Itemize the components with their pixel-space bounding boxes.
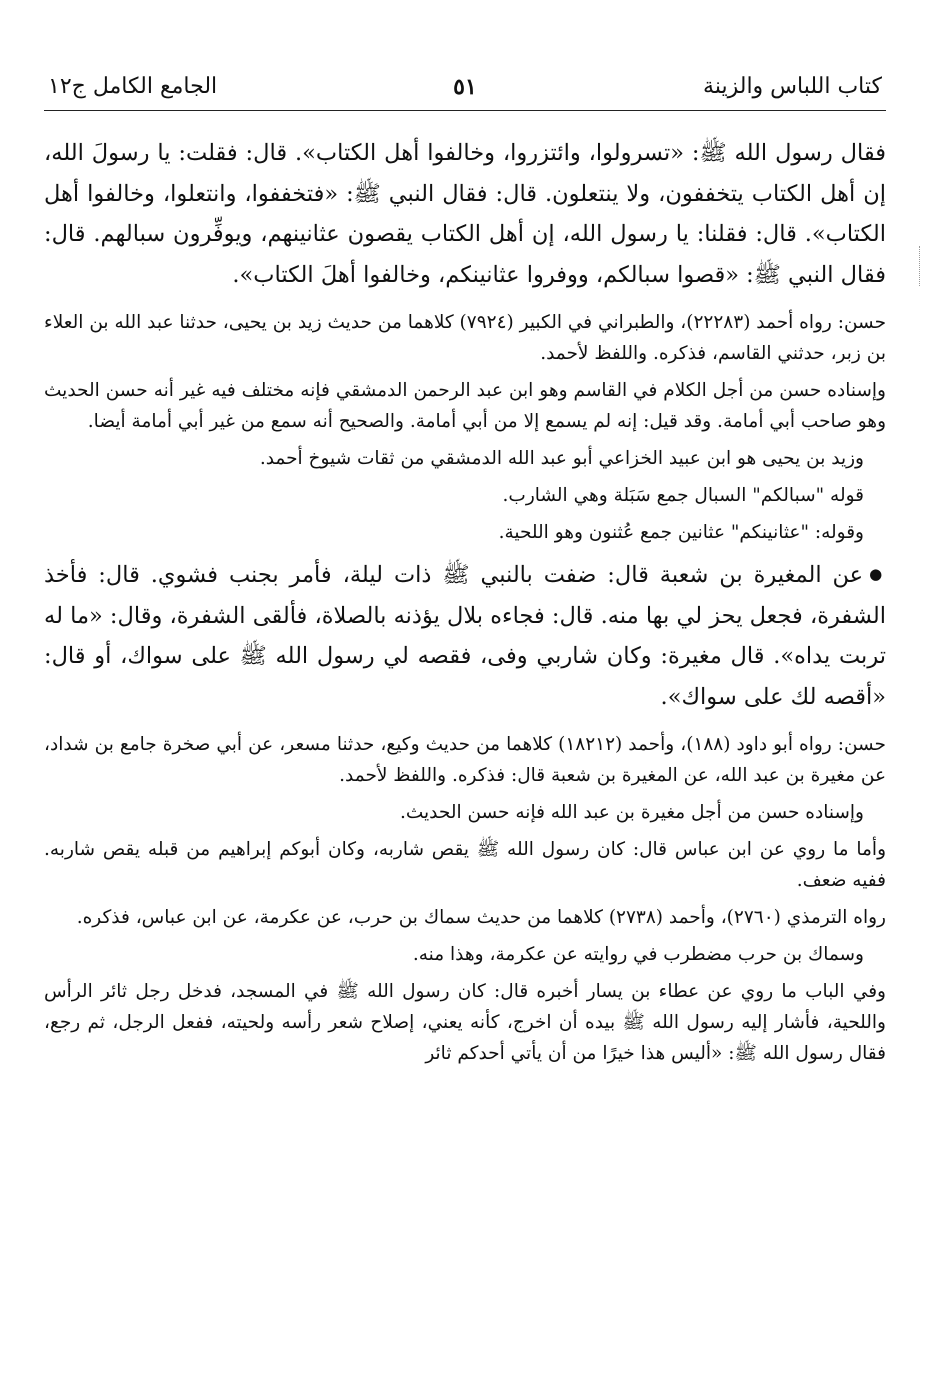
word-explanation: وقوله: "عثانينكم" عثانين جمع عُثنون وهو اللحية. <box>498 522 864 543</box>
chapter-note: وفي الباب ما روي عن عطاء بن يسار أخبره قال: كان رسول الله ﷺ في المسجد، فدخل رجل ثائر الرأس واللحية، فأشار إليه رسول الله ﷺ بيده أن اخرج، كأنه يعني، إصلاح شعر رأسه ولحيته، ففعل الرجل، ثم رجع، فقال رسول الله ﷺ: «أليس هذا خيرًا من أن يأتي أحدكم ثائر <box>44 981 886 1064</box>
hadith-text: فقال رسول الله ﷺ: «تسرولوا، وائتزروا، وخالفوا أهل الكتاب». قال: فقلت: يا رسولَ الله، إن أهل الكتاب يتخففون، ولا ينتعلون. قال: فقال النبي ﷺ: «فتخففوا، وانتعلوا، وخالفوا أهل الكتاب». قال: فقلنا: يا رسول الله، إن أهل الكتاب يقصون عثانينهم، ويوفِّرون سبالهم. قال: فقال النبي ﷺ: «قصوا سبالكم، ووفروا عثانينكم، وخالفوا أهلَ الكتاب». <box>44 140 886 288</box>
page-body <box>44 133 886 1069</box>
isnad-note: وإسناده حسن من أجل الكلام في القاسم وهو ابن عبد الرحمن الدمشقي فإنه مختلف فيه غير أنه حسن الحديث وهو صاحب أبي أمامة. وقد قيل: إنه لم يسمع إلا من أبي أمامة. والصحيح أنه سمع من غير أبي أمامة أيضا. <box>44 380 886 432</box>
hadith-text: ● عن المغيرة بن شعبة قال: ضفت بالنبي ﷺ ذات ليلة، فأمر بجنب فشوي. قال: فأخذ الشفرة، فجعل يحز لي بها منه. قال: فجاءه بلال يؤذنه بالصلاة، فألقى الشفرة، وقال: «ما له تربت يداه». قال مغيرة: وكان شاربي وفى، فقصه لي رسول الله ﷺ على سواك، أو قال: «أقصه لك على سواك». <box>44 554 886 717</box>
narrator-note: وزيد بن يحيى هو ابن عبيد الخزاعي أبو عبد الله الدمشقي من ثقات شيوخ أحمد. <box>259 448 864 469</box>
takhrij-note: حسن: رواه أحمد (٢٢٢٨٣)، والطبراني في الكبير (٧٩٢٤) كلاهما من حديث زيد بن يحيى، حدثنا عبد الله بن العلاء بن زبر، حدثني القاسم، فذكره. واللفظ لأحمد. <box>44 312 886 364</box>
volume-title: الجامع الكامل ج١٢ <box>48 74 218 99</box>
page-number: ٥١ <box>453 74 477 100</box>
running-header <box>44 60 886 111</box>
weak-narration-note: وأما ما روي عن ابن عباس قال: كان رسول الله ﷺ يقص شاربه، وكان أبوكم إبراهيم من قبله يقص شاربه. ففيه ضعف. <box>44 839 886 891</box>
word-explanation: قوله "سبالكم" السبال جمع سَبَلة وهي الشارب. <box>502 485 864 506</box>
takhrij-note: حسن: رواه أبو داود (١٨٨)، وأحمد (١٨٢١٢) كلاهما من حديث وكيع، حدثنا مسعر، عن أبي صخرة جامع بن شداد، عن مغيرة بن عبد الله، عن المغيرة بن شعبة قال: فذكره. واللفظ لأحمد. <box>44 734 886 786</box>
book-page <box>44 60 886 1075</box>
book-title: كتاب اللباس والزينة <box>703 74 882 99</box>
isnad-note: وإسناده حسن من أجل مغيرة بن عبد الله فإنه حسن الحديث. <box>399 802 864 823</box>
narrator-note: وسماك بن حرب مضطرب في روايته عن عكرمة، وهذا منه. <box>412 944 864 965</box>
margin-mark <box>917 246 920 286</box>
takhrij-note: رواه الترمذي (٢٧٦٠)، وأحمد (٢٧٣٨) كلاهما من حديث سماك بن حرب، عن عكرمة، عن ابن عباس، فذكره. <box>76 907 886 928</box>
